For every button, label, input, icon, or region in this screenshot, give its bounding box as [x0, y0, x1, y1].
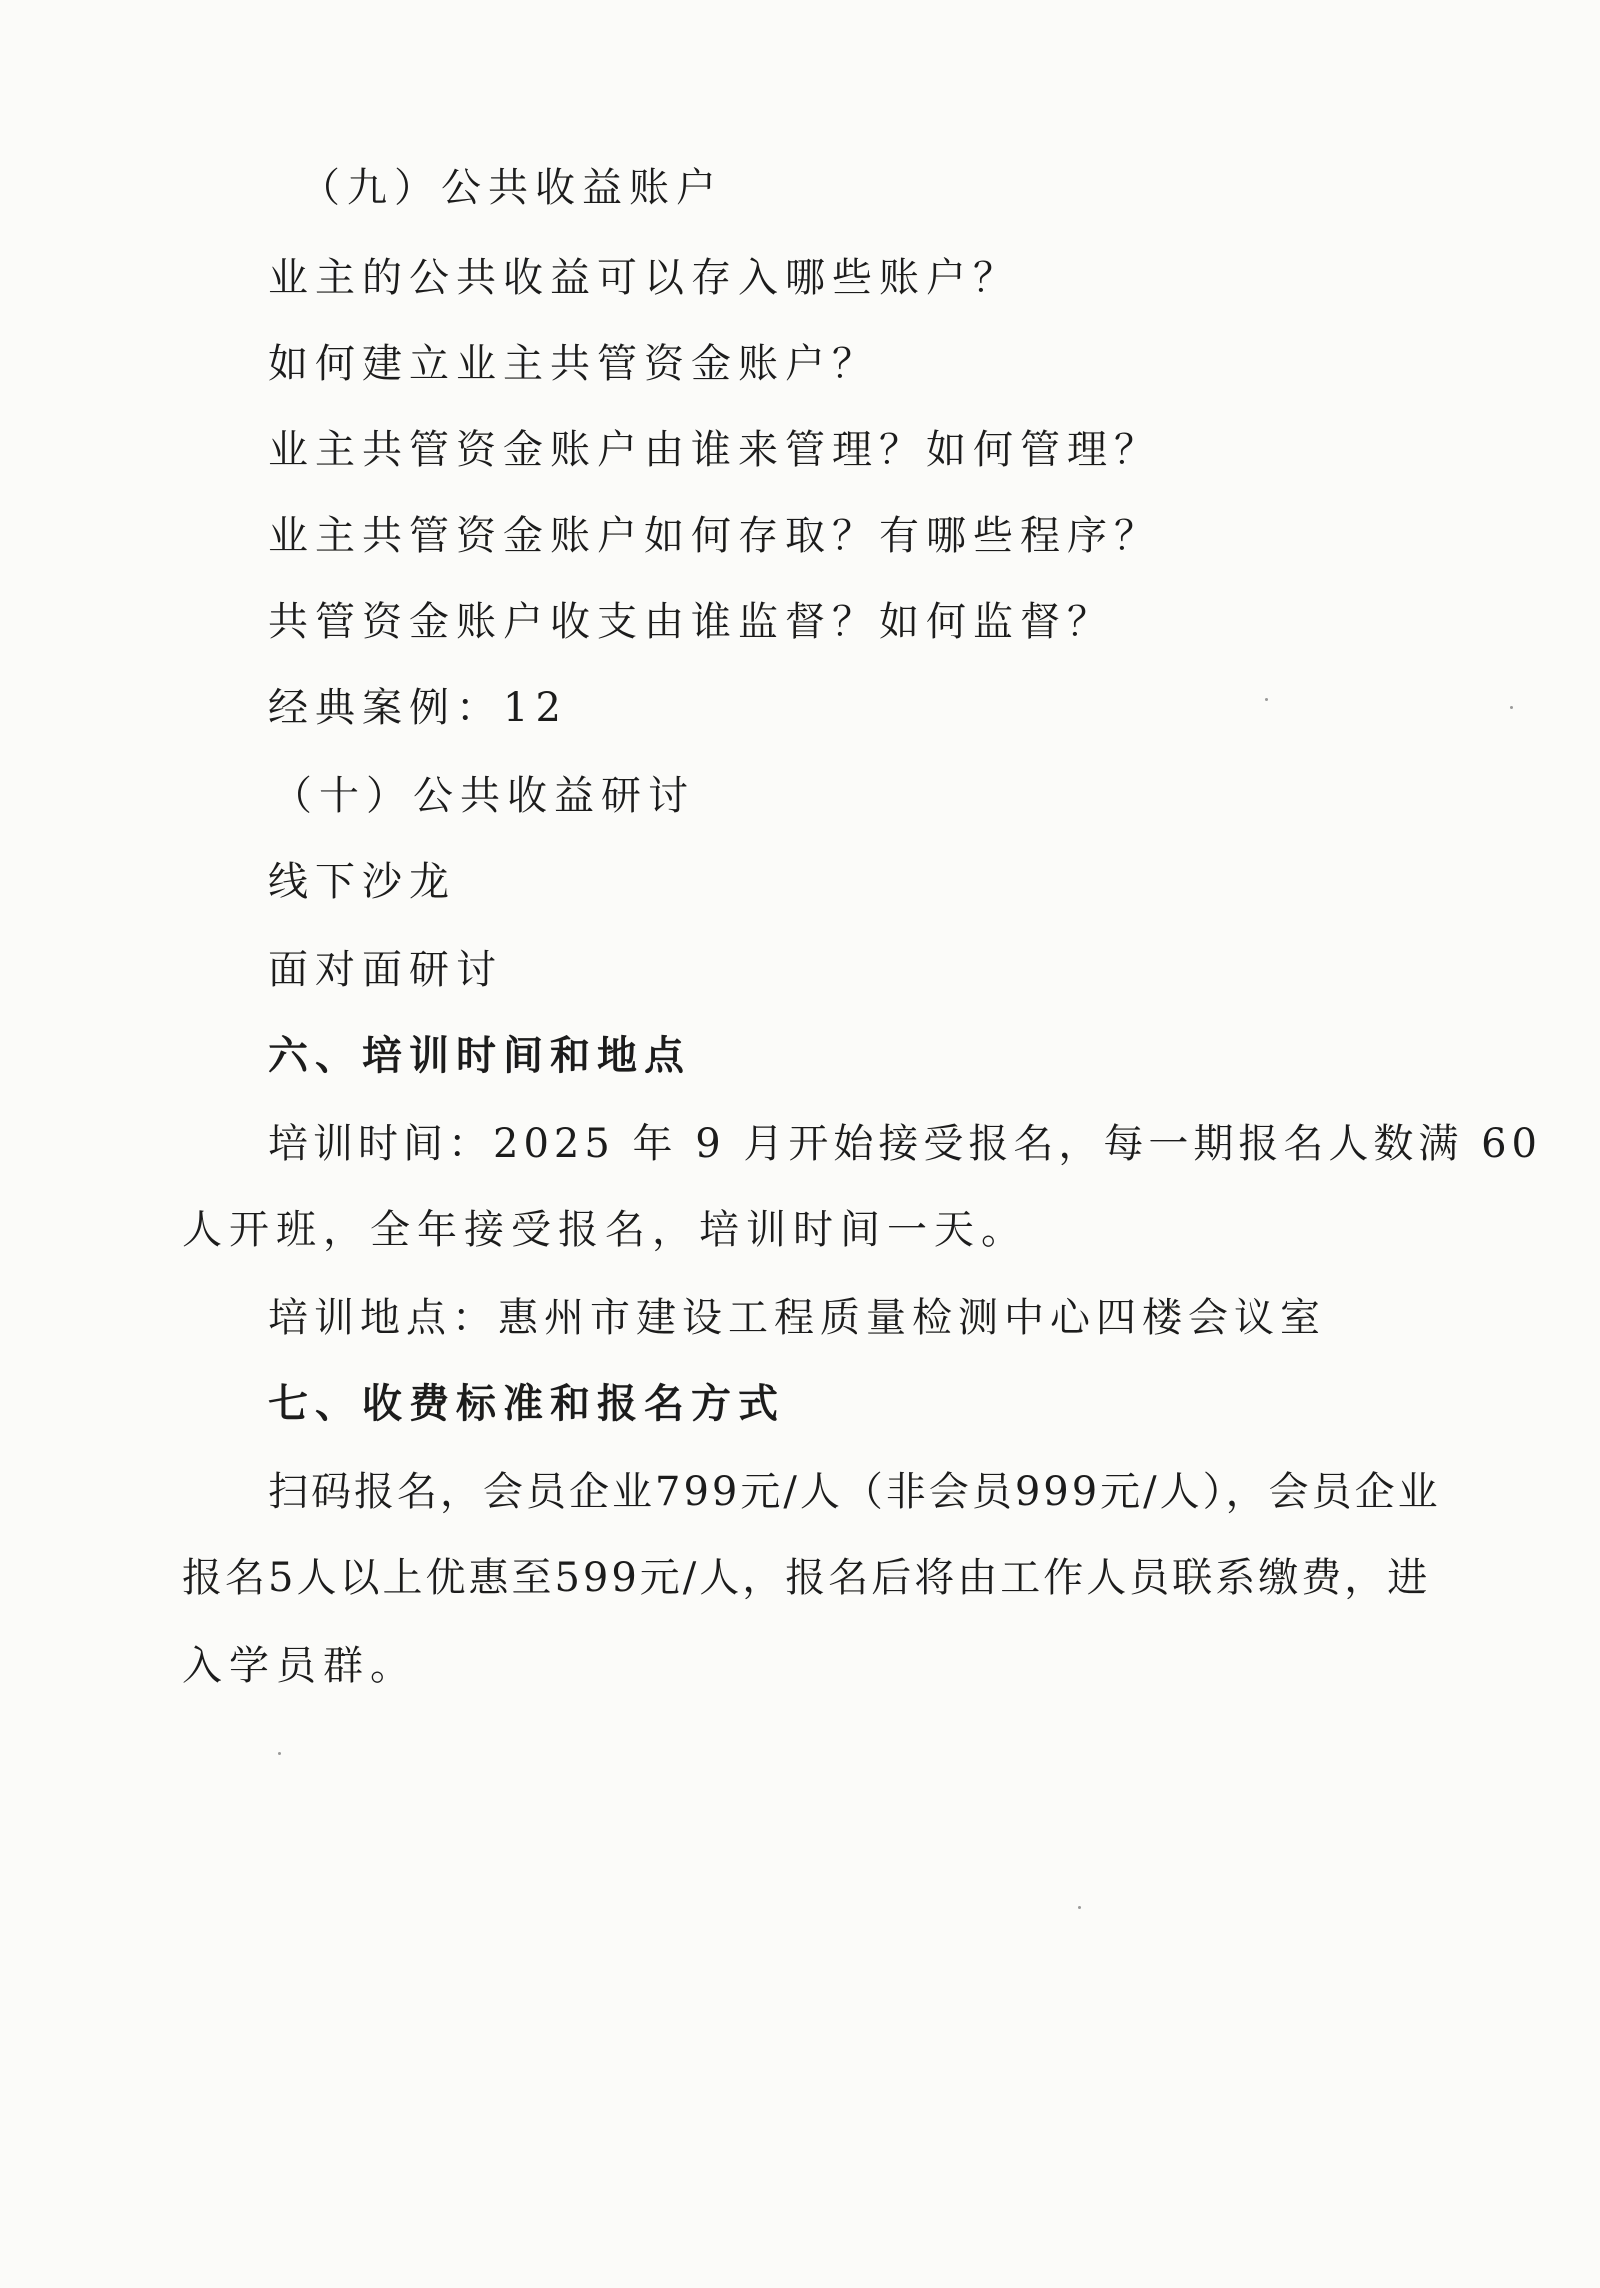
section-10-heading: （十）公共收益研讨 — [272, 773, 695, 819]
scan-speck — [1510, 706, 1513, 709]
part-7-heading: 七、收费标准和报名方式 — [268, 1380, 785, 1427]
salon-item: 线下沙龙 — [268, 859, 456, 905]
fee-line-3: 入学员群。 — [182, 1643, 417, 1689]
scan-speck — [278, 1752, 281, 1755]
fee-line-1: 扫码报名，会员企业799元/人（非会员999元/人），会员企业 — [268, 1469, 1441, 1515]
training-time-line-2: 人开班，全年接受报名，培训时间一天。 — [182, 1207, 1028, 1253]
fee-line-2: 报名5人以上优惠至599元/人，报名后将由工作人员联系缴费，进 — [182, 1555, 1431, 1601]
discussion-item: 面对面研讨 — [268, 947, 503, 993]
scan-speck — [1265, 698, 1268, 701]
section-9-heading: （九）公共收益账户 — [300, 165, 723, 211]
question-5: 共管资金账户收支由谁监督？如何监督？ — [268, 599, 1114, 645]
training-time-line-1: 培训时间：2025 年 9 月开始接受报名，每一期报名人数满 60 — [268, 1121, 1543, 1167]
part-6-heading: 六、培训时间和地点 — [268, 1032, 691, 1079]
question-2: 如何建立业主共管资金账户？ — [268, 341, 879, 387]
training-place: 培训地点：惠州市建设工程质量检测中心四楼会议室 — [268, 1295, 1326, 1341]
question-4: 业主共管资金账户如何存取？有哪些程序？ — [268, 513, 1161, 559]
question-3: 业主共管资金账户由谁来管理？如何管理？ — [268, 427, 1161, 473]
cases-line: 经典案例：12 — [268, 685, 568, 731]
scan-speck — [1078, 1906, 1081, 1909]
question-1: 业主的公共收益可以存入哪些账户？ — [268, 255, 1020, 301]
